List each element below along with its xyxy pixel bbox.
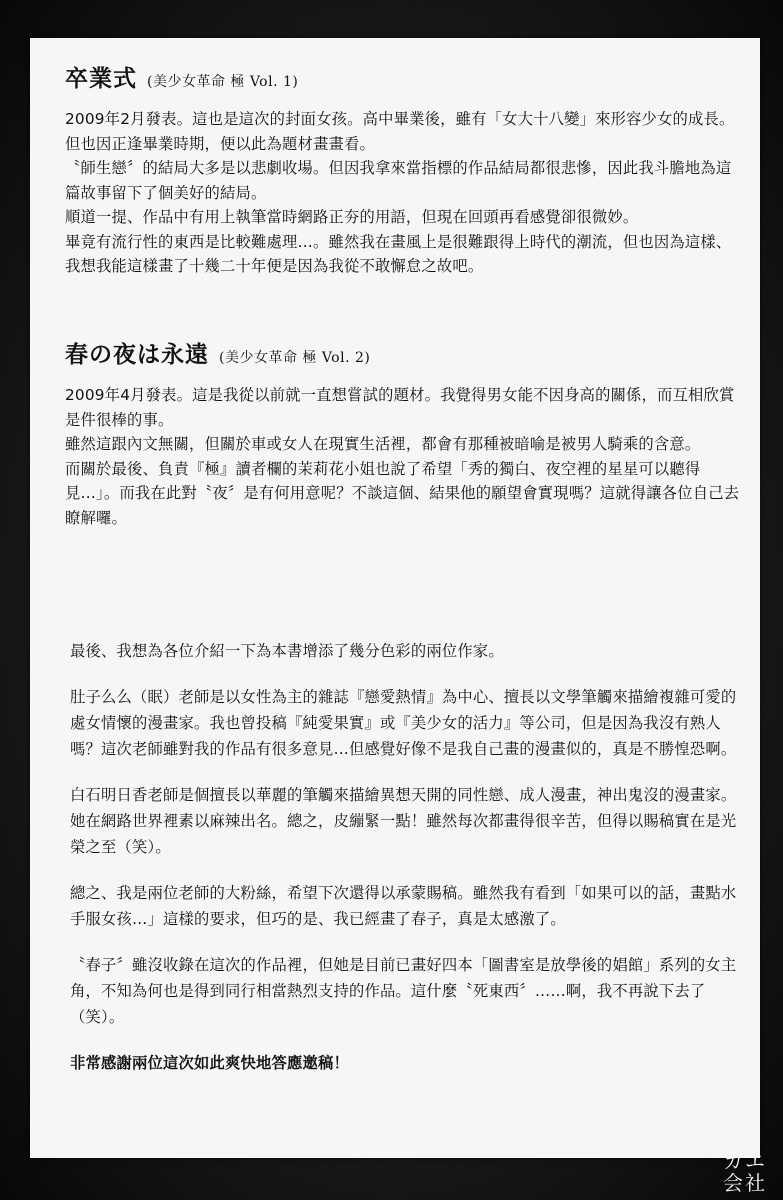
afterword-paragraph: 總之、我是兩位老師的大粉絲，希望下次還得以承蒙賜稿。雖然我有看到「如果可以的話，畫點水手服女孩…」這樣的要求，但巧的是、我已經畫了春子，真是太感激了。 [70,884,737,928]
scanlation-stamp [715,1150,775,1194]
afterword-paragraph: 肚子么么（眠）老師是以女性為主的雜誌『戀愛熱情』為中心、擅長以文學筆觸來描繪複雜可愛的處女情懷的漫畫家。我也曾投稿『純愛果實』或『美少女的活力』等公司，但是因為我沒有熟人嗎？這次老師雖對我的作品有很多意見…但感覺好像不是我自己畫的漫畫似的，真是不勝惶恐啊。 [70,688,737,758]
paragraph: 2009年2月發表。這也是這次的封面女孩。高中畢業後，雖有「女大十八變」來形容少女的成長。但也因正逢畢業時期，便以此為題材畫畫看。 [65,110,735,153]
paragraph: 畢竟有流行性的東西是比較難處理…。雖然我在畫風上是很難跟得上時代的潮流，但也因為這樣、我想我能這樣畫了十幾二十年便是因為我從不敢懈怠之故吧。 [65,232,732,275]
closing-thanks: 非常感謝兩位這次如此爽快地答應邀稿！ [70,1054,349,1072]
afterword [70,638,740,1076]
section-graduation [65,64,745,279]
paragraph: 雖然這跟內文無關，但關於車或女人在現實生活裡，都會有那種被暗喻是被男人騎乘的含意。 [65,435,701,453]
stamp-line: 会社 [723,1171,767,1195]
book-page [30,38,760,1158]
section-title [65,64,745,97]
afterword-paragraph: 〝春子〞雖沒收錄在這次的作品裡，但她是目前已畫好四本「圖書室是放學後的娼館」系列的女主角，不知為何也是得到同行相當熱烈支持的作品。這什麼〝死東西〞……啊，我不再說下去了（笑）。 [70,956,737,1026]
afterword-paragraph: 最後、我想為各位介紹一下為本書增添了幾分色彩的兩位作家。 [70,642,504,660]
section-title-text: 春の夜は永遠 [65,341,209,368]
section-title-text: 卒業式 [65,65,137,92]
stamp-line: カエ [723,1149,767,1173]
section-body [65,383,745,530]
section-subtitle: (美少女革命 極 Vol. 2) [219,350,371,366]
paragraph: 順道一提、作品中有用上執筆當時網路正夯的用語，但現在回頭再看感覺卻很微妙。 [65,208,639,226]
section-spring-night [65,340,745,530]
section-body [65,107,745,279]
paragraph: 而關於最後、負責『極』讀者欄的茉莉花小姐也說了希望「秀的獨白、夜空裡的星星可以聽得見…」。而我在此對〝夜〞是有何用意呢？不談這個、結果他的願望會實現嗎？這就得讓各位自己去瞭解囉。 [65,459,740,527]
section-title [65,340,745,373]
paragraph: 〝師生戀〞的結局大多是以悲劇收場。但因我拿來當指標的作品結局都很悲慘，因此我斗膽地為這篇故事留下了個美好的結局。 [65,159,732,202]
afterword-paragraph: 白石明日香老師是個擅長以華麗的筆觸來描繪異想天開的同性戀、成人漫畫，神出鬼沒的漫畫家。她在網路世界裡素以麻辣出名。總之，皮繃緊一點！雖然每次都畫得很辛苦，但得以賜稿實在是光榮之至（笑）。 [70,786,737,856]
paragraph: 2009年4月發表。這是我從以前就一直想嘗試的題材。我覺得男女能不因身高的關係，而互相欣賞是件很棒的事。 [65,386,735,429]
section-subtitle: (美少女革命 極 Vol. 1) [147,74,299,90]
